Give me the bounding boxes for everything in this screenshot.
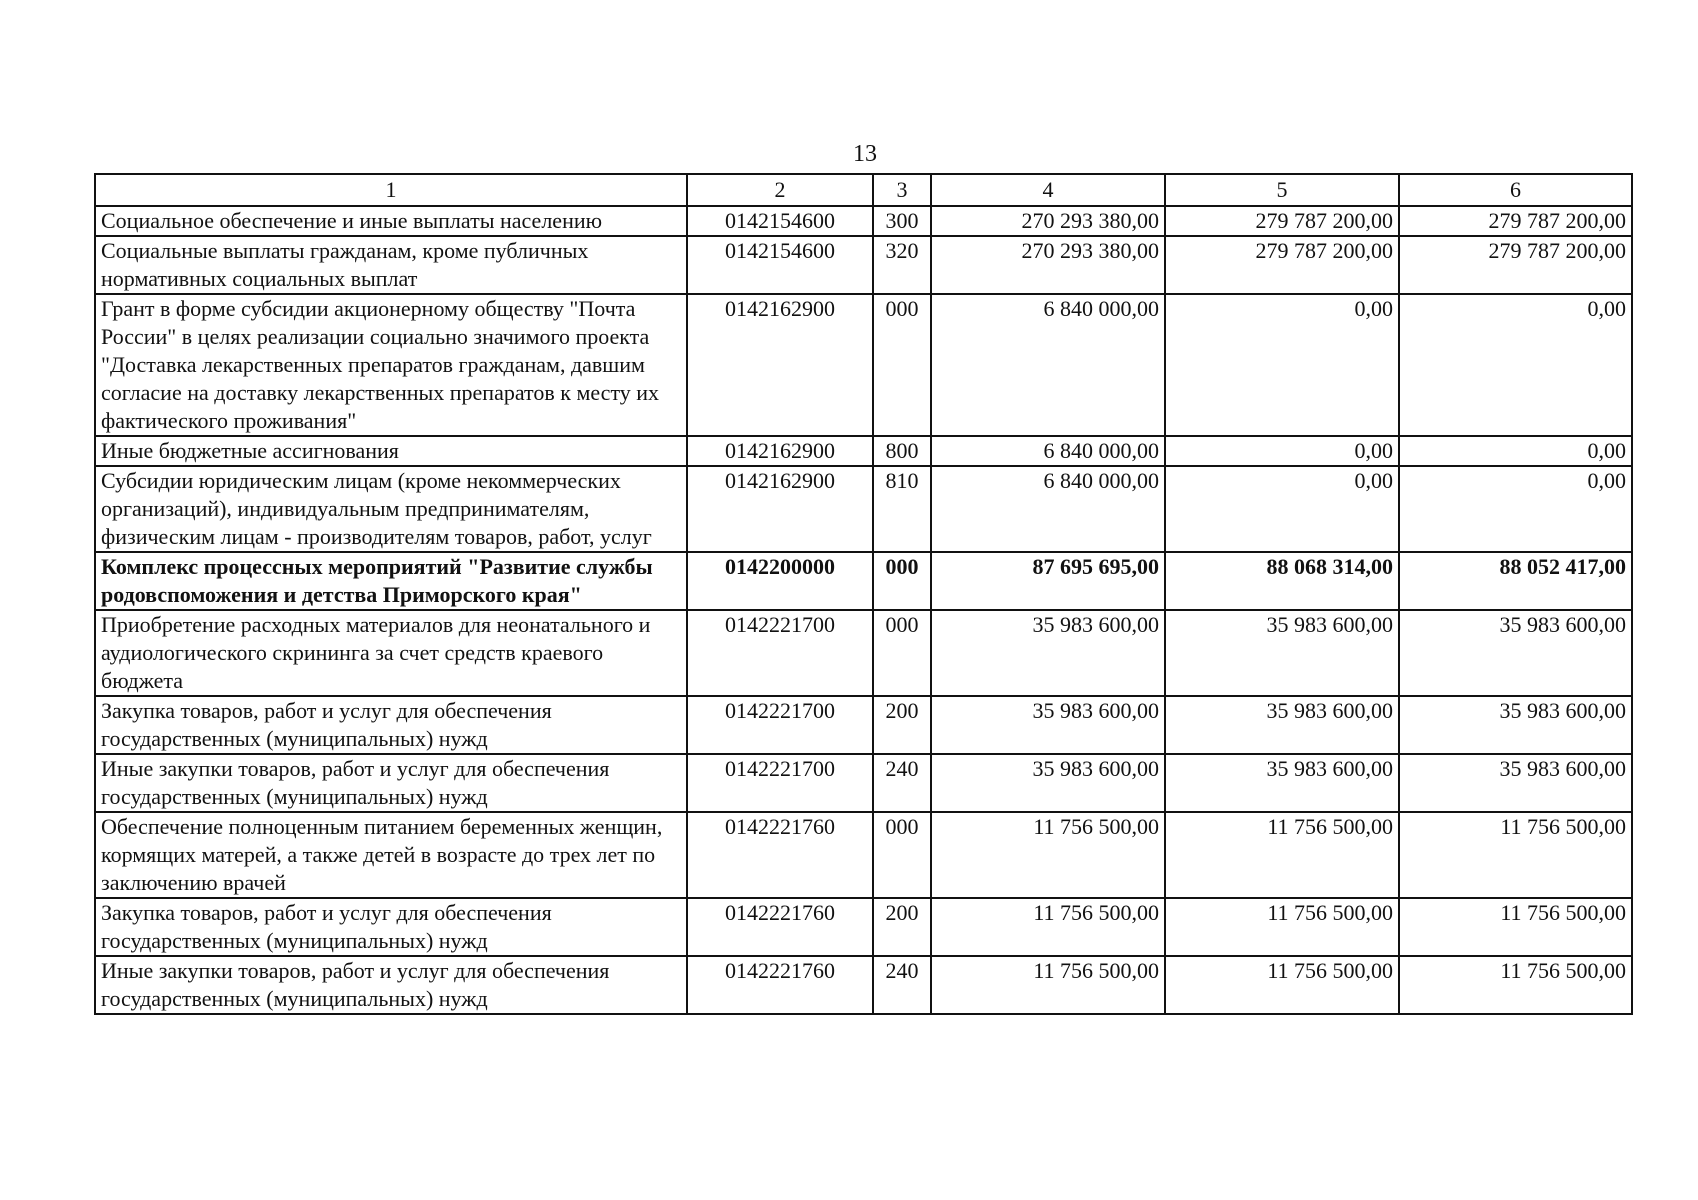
row-name-cell: Социальные выплаты гражданам, кроме публичных нормативных социальных выплат	[95, 236, 687, 294]
row-type-cell: 200	[873, 898, 931, 956]
row-amount-col4: 11 756 500,00	[931, 956, 1165, 1014]
row-type-cell: 320	[873, 236, 931, 294]
row-type-cell: 240	[873, 754, 931, 812]
table-header-row	[95, 174, 1632, 206]
row-name-cell: Иные закупки товаров, работ и услуг для обеспечения государственных (муниципальных) нужд	[95, 754, 687, 812]
row-code-cell: 0142162900	[687, 294, 873, 436]
row-code-cell: 0142200000	[687, 552, 873, 610]
column-header: 6	[1399, 174, 1632, 206]
row-type-cell: 000	[873, 552, 931, 610]
row-name-cell: Обеспечение полноценным питанием беременных женщин, кормящих матерей, а также детей в возрасте до трех лет по заключению врачей	[95, 812, 687, 898]
column-header: 2	[687, 174, 873, 206]
row-amount-col4: 35 983 600,00	[931, 696, 1165, 754]
row-type-cell: 240	[873, 956, 931, 1014]
row-amount-col5: 88 068 314,00	[1165, 552, 1399, 610]
row-code-cell: 0142221760	[687, 812, 873, 898]
table-row	[95, 696, 1632, 754]
row-amount-col5: 11 756 500,00	[1165, 956, 1399, 1014]
table-row	[95, 436, 1632, 466]
row-amount-col6: 279 787 200,00	[1399, 206, 1632, 236]
row-amount-col6: 0,00	[1399, 466, 1632, 552]
row-type-cell: 000	[873, 610, 931, 696]
row-amount-col6: 11 756 500,00	[1399, 956, 1632, 1014]
row-name-cell: Закупка товаров, работ и услуг для обеспечения государственных (муниципальных) нужд	[95, 696, 687, 754]
row-amount-col6: 0,00	[1399, 294, 1632, 436]
table-row	[95, 812, 1632, 898]
row-code-cell: 0142221760	[687, 956, 873, 1014]
row-name-cell: Социальное обеспечение и иные выплаты населению	[95, 206, 687, 236]
row-amount-col6: 11 756 500,00	[1399, 812, 1632, 898]
row-type-cell: 200	[873, 696, 931, 754]
row-amount-col6: 0,00	[1399, 436, 1632, 466]
row-type-cell: 300	[873, 206, 931, 236]
row-code-cell: 0142162900	[687, 436, 873, 466]
row-code-cell: 0142162900	[687, 466, 873, 552]
row-name-cell: Приобретение расходных материалов для неонатального и аудиологического скрининга за счет средств краевого бюджета	[95, 610, 687, 696]
table-row	[95, 206, 1632, 236]
row-code-cell: 0142154600	[687, 206, 873, 236]
row-code-cell: 0142154600	[687, 236, 873, 294]
row-amount-col4: 6 840 000,00	[931, 294, 1165, 436]
table-row	[95, 956, 1632, 1014]
row-amount-col5: 11 756 500,00	[1165, 898, 1399, 956]
row-amount-col6: 35 983 600,00	[1399, 610, 1632, 696]
row-amount-col4: 270 293 380,00	[931, 236, 1165, 294]
column-header: 5	[1165, 174, 1399, 206]
row-amount-col6: 88 052 417,00	[1399, 552, 1632, 610]
row-amount-col4: 6 840 000,00	[931, 436, 1165, 466]
budget-table	[94, 173, 1633, 1015]
table-row	[95, 294, 1632, 436]
column-header: 1	[95, 174, 687, 206]
row-amount-col5: 0,00	[1165, 436, 1399, 466]
row-code-cell: 0142221760	[687, 898, 873, 956]
row-name-cell: Иные закупки товаров, работ и услуг для обеспечения государственных (муниципальных) нужд	[95, 956, 687, 1014]
row-type-cell: 000	[873, 294, 931, 436]
row-code-cell: 0142221700	[687, 696, 873, 754]
row-amount-col5: 0,00	[1165, 294, 1399, 436]
table-row	[95, 552, 1632, 610]
row-code-cell: 0142221700	[687, 610, 873, 696]
column-header: 4	[931, 174, 1165, 206]
table-row	[95, 610, 1632, 696]
table-row	[95, 236, 1632, 294]
row-amount-col5: 0,00	[1165, 466, 1399, 552]
row-code-cell: 0142221700	[687, 754, 873, 812]
row-amount-col6: 35 983 600,00	[1399, 754, 1632, 812]
row-amount-col5: 279 787 200,00	[1165, 236, 1399, 294]
row-amount-col5: 35 983 600,00	[1165, 610, 1399, 696]
row-name-cell: Закупка товаров, работ и услуг для обеспечения государственных (муниципальных) нужд	[95, 898, 687, 956]
row-amount-col6: 11 756 500,00	[1399, 898, 1632, 956]
row-type-cell: 000	[873, 812, 931, 898]
column-header: 3	[873, 174, 931, 206]
row-name-cell: Грант в форме субсидии акционерному обществу "Почта России" в целях реализации социально значимого проекта "Доставка лекарственных препаратов гражданам, давшим согласие на доставку лекарственных препаратов к месту их фактического проживания"	[95, 294, 687, 436]
table-row	[95, 754, 1632, 812]
row-name-cell: Субсидии юридическим лицам (кроме некоммерческих организаций), индивидуальным предпринимателям, физическим лицам - производителям товаров, работ, услуг	[95, 466, 687, 552]
table-row	[95, 898, 1632, 956]
row-amount-col4: 35 983 600,00	[931, 610, 1165, 696]
row-name-cell: Иные бюджетные ассигнования	[95, 436, 687, 466]
row-amount-col4: 11 756 500,00	[931, 898, 1165, 956]
row-amount-col5: 279 787 200,00	[1165, 206, 1399, 236]
row-amount-col4: 87 695 695,00	[931, 552, 1165, 610]
row-amount-col6: 279 787 200,00	[1399, 236, 1632, 294]
row-amount-col6: 35 983 600,00	[1399, 696, 1632, 754]
row-amount-col5: 11 756 500,00	[1165, 812, 1399, 898]
table-body	[95, 206, 1632, 1014]
row-amount-col4: 35 983 600,00	[931, 754, 1165, 812]
table-row	[95, 466, 1632, 552]
row-type-cell: 800	[873, 436, 931, 466]
row-amount-col4: 270 293 380,00	[931, 206, 1165, 236]
row-type-cell: 810	[873, 466, 931, 552]
row-amount-col5: 35 983 600,00	[1165, 696, 1399, 754]
row-amount-col5: 35 983 600,00	[1165, 754, 1399, 812]
page-number: 13	[853, 141, 877, 167]
row-amount-col4: 11 756 500,00	[931, 812, 1165, 898]
row-amount-col4: 6 840 000,00	[931, 466, 1165, 552]
row-name-cell: Комплекс процессных мероприятий "Развитие службы родовспоможения и детства Приморского края"	[95, 552, 687, 610]
